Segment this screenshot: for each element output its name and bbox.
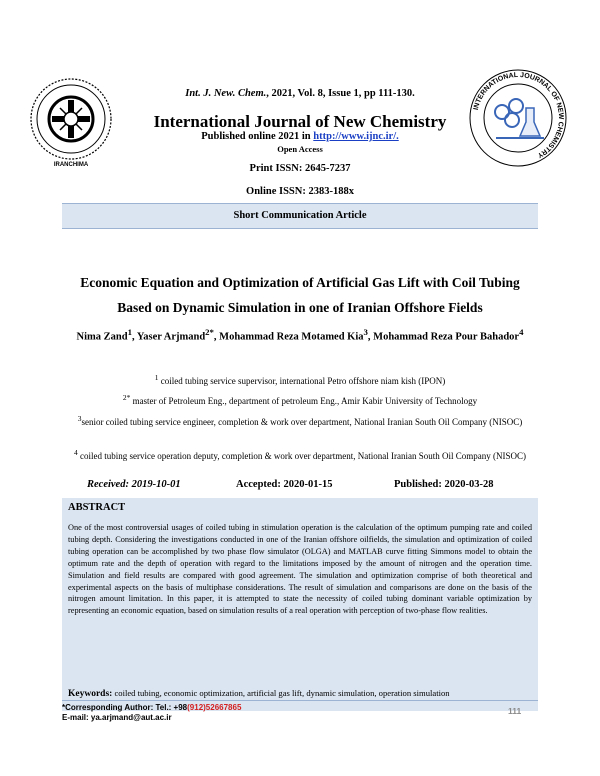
citation-journal: Int. J. New. Chem.	[185, 88, 267, 99]
open-access-label: Open Access	[277, 144, 323, 154]
author-1-sup: 1	[127, 327, 132, 337]
keywords-label: Keywords:	[68, 689, 113, 699]
author-3: , Mohammad Reza Motamed Kia	[213, 331, 364, 343]
affiliation-1-sup: 1	[154, 373, 159, 382]
abstract-heading: ABSTRACT	[68, 502, 126, 513]
corresponding-phone: (912)52667865	[187, 703, 242, 712]
affiliation-1	[60, 372, 540, 387]
corresponding-label: *Corresponding Author: Tel.: +98	[62, 703, 188, 712]
author-1: Nima Zand	[76, 331, 128, 343]
published-date: Published: 2020-03-28	[394, 479, 494, 490]
print-issn: Print ISSN: 2645-7237	[249, 163, 351, 174]
svg-text:INTERNATIONAL JOURNAL OF NEW C: INTERNATIONAL JOURNAL OF NEW CHEMISTRY	[472, 71, 565, 159]
journal-website-link[interactable]: http://www.ijnc.ir/.	[313, 131, 399, 142]
corresponding-email: E-mail: ya.arjmand@aut.ac.ir	[62, 713, 172, 722]
journal-title: International Journal of New Chemistry	[153, 112, 447, 131]
paper-title-line-2: Based on Dynamic Simulation in one of Iranian Offshore Fields	[117, 300, 483, 315]
citation-line	[0, 88, 600, 99]
author-2-sup: 2*	[205, 327, 214, 337]
published-online	[0, 131, 600, 142]
author-3-sup: 3	[363, 327, 368, 337]
author-4: , Mohammad Reza Pour Bahador	[367, 331, 520, 343]
affiliation-4-sup: 4	[73, 448, 78, 457]
online-issn: Online ISSN: 2383-188x	[246, 186, 354, 197]
keywords	[68, 688, 532, 699]
affiliation-3-sup: 3	[77, 414, 82, 423]
affiliation-3-text: senior coiled tubing service engineer, completion & work over department, National Iranian South Oil Company (NISOC)	[81, 417, 523, 427]
accepted-date: Accepted: 2020-01-15	[236, 479, 333, 490]
author-list	[0, 327, 600, 343]
affiliation-2-text: master of Petroleum Eng., department of petroleum Eng., Amir Kabir University of Technology	[130, 396, 478, 406]
keywords-list: coiled tubing, economic optimization, artificial gas lift, dynamic simulation, operation simulation	[112, 688, 450, 698]
abstract-body: One of the most controversial usages of coiled tubing in stimulation operation is the calculation of the optimum pumping rate and coiled tubing depth. Considering the investigations conducted in one of the Iranian offshore oilfields, the simulation and optimization of coiled tubing operation can be accomplished by two phase flow simulator (OLGA) and MATLAB curve fitting Simmons model to obtain the optimum rate and the depth of operation with regard to the limitations imposed by the amount of nitrogen and the operation time. Simulation and field results are compared with good agreement. The simulation and optimization comprise of both theoretical and experimental aspects on the basis of multiphase considerations. The result of simulation and comparisons are done on the basis of the nitrogen amount limitation. In this paper, it is attempted to state the necessity of coiled tubing dominant variable optimization by representing an economic equation, based on simulation results of a real operation with perception of two-phase flow realities.	[68, 523, 532, 616]
article-type-banner: Short Communication Article	[62, 203, 538, 229]
footer-divider	[62, 700, 538, 701]
affiliation-2	[60, 392, 540, 407]
received-date: Received: 2019-10-01	[87, 479, 181, 490]
abstract-box	[62, 498, 538, 711]
paper-title-line-1: Economic Equation and Optimization of Artificial Gas Lift with Coil Tubing	[80, 275, 520, 290]
corresponding-author	[62, 703, 241, 713]
paper-title	[70, 270, 530, 320]
svg-text:IRANCHIMA: IRANCHIMA	[53, 162, 89, 168]
affiliation-4-text: coiled tubing service operation deputy, completion & work over department, National Iranian South Oil Company (NISOC)	[77, 451, 527, 461]
affiliation-1-text: coiled tubing service supervisor, international Petro offshore niam kish (IPON)	[158, 376, 446, 386]
published-prefix: Published online 2021 in	[201, 131, 314, 142]
citation-details: , 2021, Vol. 8, Issue 1, pp 111-130.	[266, 88, 415, 99]
affiliation-3	[60, 413, 540, 428]
page-number: 111	[508, 706, 522, 716]
affiliation-2-sup: 2*	[122, 393, 131, 402]
affiliation-4	[60, 447, 540, 462]
author-4-sup: 4	[519, 327, 524, 337]
author-2: , Yaser Arjmand	[131, 331, 206, 343]
